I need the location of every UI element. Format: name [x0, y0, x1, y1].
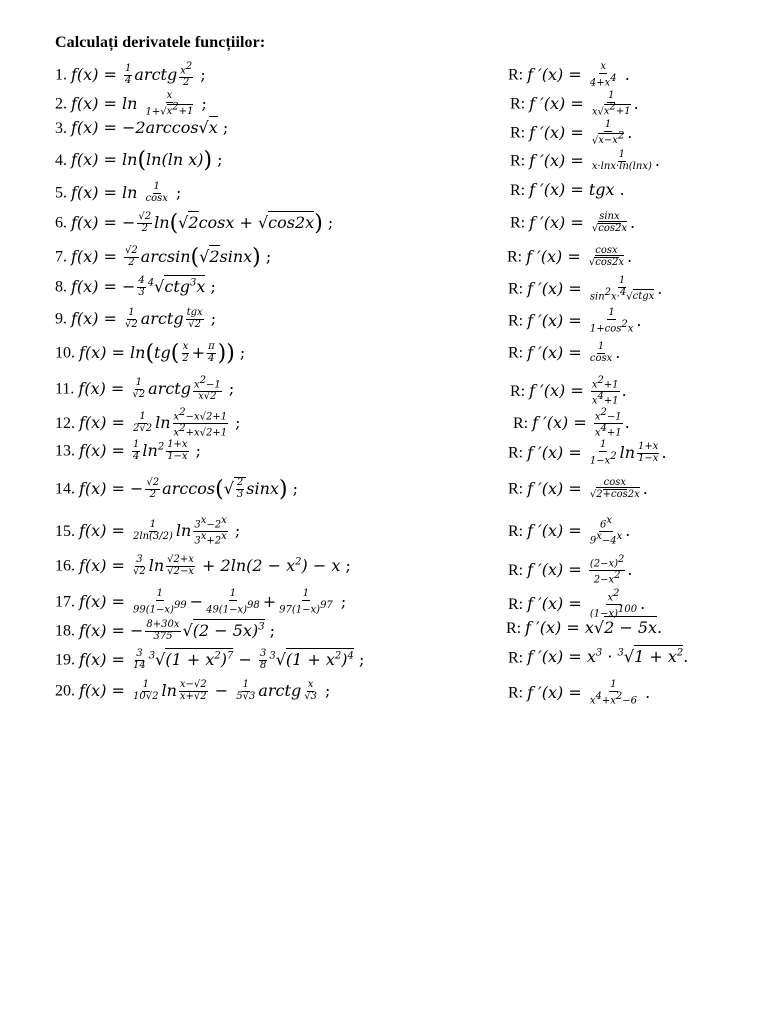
derivative-expression: f $'(x) = x^3 \cdot ^3√1 + x^2$.	[527, 647, 689, 667]
answer-prefix: R:	[510, 382, 526, 400]
derivative-expression: f ′(x) = $\frac{1}{x^4+x^2-6}$ .	[527, 679, 651, 706]
derivative-expression: f ′(x) = $\frac{1}{\cos x}$ .	[527, 341, 621, 364]
problem-15	[55, 516, 240, 547]
derivative-expression: f ′(x) = $\frac{1}{x√x^2+1}$ .	[529, 90, 639, 117]
problem-13	[55, 440, 201, 462]
problem-number: 7.	[55, 248, 67, 266]
problem-number: 4.	[55, 152, 67, 169]
problem-1	[55, 62, 206, 88]
answer-9	[508, 308, 641, 334]
function-expression: f(x) = $\frac{1}{4}$ $\ln^2$ $\frac{1+x}{1-x}$ ;	[79, 439, 202, 462]
problem-number: 9.	[55, 310, 67, 328]
answer-18	[506, 620, 662, 637]
function-expression: f(x) = ln $\frac{1}{\cos x}$ ;	[71, 181, 182, 204]
answer-1	[508, 62, 630, 88]
answer-prefix: R:	[510, 95, 526, 113]
answer-prefix: R:	[506, 620, 522, 637]
answer-prefix: R:	[508, 66, 524, 84]
problem-10	[55, 342, 245, 365]
answer-5	[510, 182, 625, 199]
problem-number: 6.	[55, 214, 67, 232]
answer-4	[510, 150, 660, 172]
problem-6	[55, 212, 333, 235]
problem-number: 17.	[55, 593, 75, 611]
problem-number: 19.	[55, 651, 75, 669]
function-expression: f(x) = − $\frac{8+30x}{375}$ $√(2 - 5x)^3$ ;	[79, 619, 276, 642]
answer-prefix: R:	[510, 124, 526, 142]
derivative-expression: f ′(x) = $\frac{x}{4+x^4}$ .	[527, 61, 630, 88]
answer-prefix: R:	[508, 684, 524, 702]
answer-20	[508, 680, 650, 706]
function-expression: f(x) = −2arccos√x ;	[71, 118, 229, 137]
problem-11	[55, 376, 234, 402]
problem-18	[55, 620, 275, 642]
answer-11	[510, 376, 627, 407]
problem-16	[55, 555, 351, 577]
derivative-expression: f ′(x) = $\frac{6^x}{9^x-4^x}$ .	[527, 515, 631, 547]
function-expression: f(x) = $\frac{√2}{2}$ arcsin(√2sinx) ;	[71, 244, 272, 270]
answer-prefix: R:	[508, 312, 524, 330]
problem-number: 13.	[55, 442, 75, 460]
problem-5	[55, 182, 181, 204]
problem-14	[55, 478, 298, 501]
problem-number: 15.	[55, 522, 75, 540]
answer-6	[510, 212, 635, 234]
answer-10	[508, 342, 620, 364]
derivative-expression: f ′(x) = $\frac{x^2+1}{x^4+1}$ .	[529, 375, 627, 407]
problem-number: 20.	[55, 682, 75, 700]
answer-prefix: R:	[513, 414, 529, 432]
problem-number: 14.	[55, 480, 75, 498]
answer-13	[508, 440, 667, 466]
answer-12	[513, 408, 630, 439]
problem-number: 18.	[55, 622, 75, 640]
derivative-expression: f ′(x) = $\frac{x^2-1}{x^4+1}$ .	[532, 407, 630, 439]
answer-prefix: R:	[508, 649, 524, 667]
derivative-expression: f ′(x) = $\frac{1}{√x-x^2}$ .	[529, 119, 633, 146]
problem-8	[55, 276, 216, 298]
answer-prefix: R:	[508, 595, 524, 613]
derivative-expression: f ′(x) = 1 $\sin^2x\cdot^4√ctgx$ .	[527, 275, 663, 302]
function-expression: f(x) = $\frac{3}{14}$ $^3√(1 + x^2)^7$ − $\frac{3}{8}$ $^3√(1 + x^2)^4$ ;	[79, 648, 365, 671]
problem-9	[55, 308, 216, 330]
derivative-expression: f ′(x) = $\frac{1}{x\cdot\ln x\cdot\ln(\ln x)}$ .	[529, 149, 660, 172]
problem-3	[55, 120, 228, 137]
answer-2	[510, 91, 639, 117]
function-expression: f(x) = − $\frac{4}{3}$ $^4$√ctg$^3$x ;	[71, 275, 216, 298]
function-expression: f(x) = $\frac{1}{2\ln(3/2)}$ ln $\frac{3^x-2^x}{3^x+2^x}$ ;	[79, 515, 241, 547]
answer-16	[508, 555, 633, 586]
function-expression: f(x) = $\frac{3}{√2}$ ln $\frac{√2+x}{√2-x}$ + $2\ln(2 - x^2) - x$ ;	[79, 554, 351, 577]
problem-number: 10.	[55, 344, 75, 362]
problem-number: 5.	[55, 184, 67, 202]
problem-number: 1.	[55, 66, 67, 84]
answer-prefix: R:	[508, 444, 524, 462]
answer-prefix: R:	[507, 248, 523, 266]
derivative-expression: f ′(x) = x√2 − 5x.	[525, 618, 663, 637]
answer-prefix: R:	[508, 522, 524, 540]
derivative-expression: f ′(x) = $\frac{1}{1-x^2}$ ln $\frac{1+x}{1-x}$ .	[527, 439, 667, 466]
function-expression: f(x) = − $\frac{√2}{2}$ arccos(√ $\frac{2}{3}$ sinx) ;	[79, 476, 299, 502]
answer-7	[507, 246, 632, 268]
derivative-expression: f ′(x) = $\frac{\cos x}{√\cos 2x}$ .	[526, 245, 633, 268]
function-expression: f(x) = $\frac{1}{2√2}$ ln $\frac{x^2-x√2+1}{x^2+x√2+1}$ ;	[79, 407, 241, 439]
answer-8	[508, 276, 662, 302]
function-expression: f(x) = $\frac{1}{99(1-x)^{99}}$ − $\frac{1}{49(1-x)^{98}}$ + $\frac{1}{97(1-x)^{97}}$ ;	[79, 588, 347, 615]
problem-4	[55, 150, 223, 172]
function-expression: f(x) = ln $\frac{x}{1+√x^2+1}$ ;	[71, 90, 207, 117]
answer-3	[510, 120, 632, 146]
problem-17	[55, 589, 346, 615]
derivative-expression: f ′(x) = $\frac{x^2}{(1-x)^{100}}$ .	[527, 588, 646, 620]
problem-number: 8.	[55, 278, 67, 296]
answer-19	[508, 649, 688, 666]
derivative-expression: f ′(x) = tgx .	[529, 180, 625, 199]
problem-number: 11.	[55, 380, 75, 398]
page-title: Calculați derivatele funcțiilor:	[55, 34, 266, 51]
problem-number: 2.	[55, 95, 67, 113]
function-expression: f(x) = ln(ln(ln x)) ;	[71, 148, 223, 173]
derivative-expression: f ′(x) = $\frac{1}{1+\cos^2x}$ .	[527, 307, 642, 334]
answer-prefix: R:	[508, 561, 524, 579]
derivative-expression: f ′(x) = $\frac{\sin x}{√\cos 2x}$ .	[529, 211, 636, 234]
answer-prefix: R:	[510, 182, 526, 199]
answer-prefix: R:	[508, 480, 524, 498]
problem-20	[55, 680, 330, 702]
answer-15	[508, 516, 630, 547]
problem-7	[55, 246, 271, 269]
answer-prefix: R:	[510, 152, 526, 170]
function-expression: f(x) = $\frac{1}{√2}$ arctg tgx √2 ;	[71, 307, 217, 330]
problem-number: 3.	[55, 120, 67, 137]
function-expression: f(x) = $\frac{1}{√2}$ arctg $\frac{x^2-1}{x√2}$ ;	[78, 375, 235, 402]
function-expression: f(x) = $\frac{1}{10√2}$ ln $\frac{x-√2}{x+√2}$ − $\frac{1}{5√3}$ arctg $\frac{x}{√3}$ ;	[79, 679, 331, 702]
function-expression: f(x) = − $\frac{√2}{2}$ ln(√2cosx + √cos2x) ;	[71, 210, 334, 236]
answer-prefix: R:	[508, 280, 524, 298]
problem-2	[55, 91, 207, 117]
derivative-expression: f ′(x) = $\frac{\cos x}{√2+\cos 2x}$ .	[527, 477, 648, 500]
derivative-expression: f ′(x) = $\frac{(2-x)^2}{2-x^2}$ .	[527, 554, 633, 586]
problem-12	[55, 408, 241, 439]
problem-number: 12.	[55, 414, 75, 432]
problem-19	[55, 649, 364, 671]
problem-number: 16.	[55, 557, 75, 575]
answer-prefix: R:	[508, 344, 524, 362]
answer-prefix: R:	[510, 214, 526, 232]
function-expression: f(x) = $\frac{1}{4}$ arctg $\frac{x^2}{2}$ ;	[71, 61, 206, 88]
function-expression: f(x) = ln(tg( $\frac{x}{2}$ + $\frac{\pi}{4}$ )) ;	[79, 340, 246, 366]
answer-14	[508, 478, 648, 500]
